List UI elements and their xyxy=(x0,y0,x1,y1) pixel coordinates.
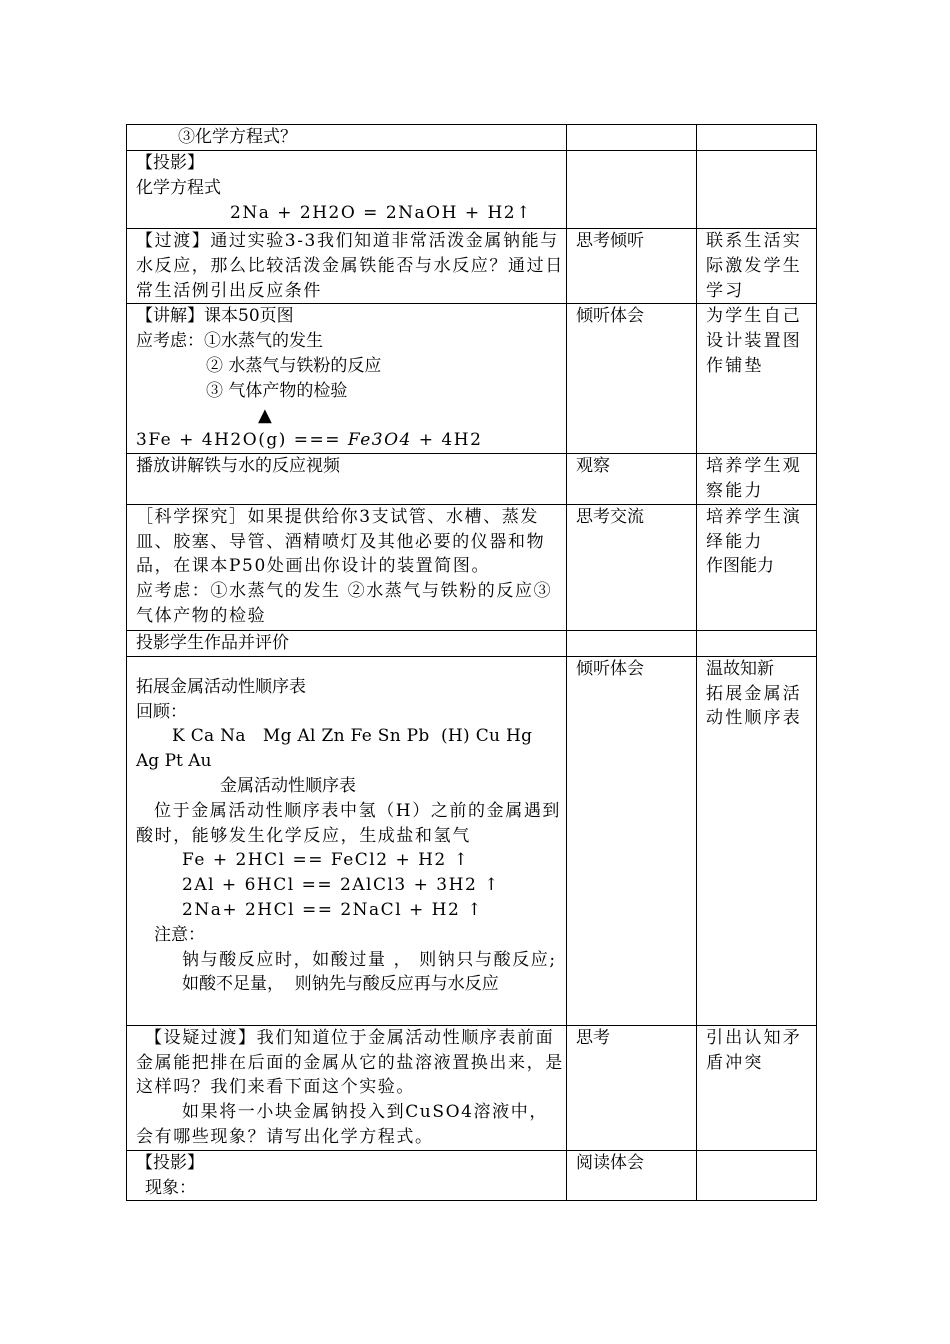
metal-activity-series: K Ca Na Mg Al Zn Fe Sn Pb (H) Cu Hg xyxy=(172,726,533,747)
chemical-equation: Fe + 2HCl == FeCl2 + H2 ↑ xyxy=(182,850,470,871)
design-intent: 培养学生观察能力 xyxy=(706,456,802,501)
design-intent: 作图能力 xyxy=(706,556,774,577)
cell-text: 投影学生作品并评价 xyxy=(136,632,289,653)
table-row xyxy=(127,304,817,454)
equation-part: 3Fe + 4H2O(g) === xyxy=(136,430,348,451)
teacher-cell xyxy=(127,1025,567,1150)
cell-text: ② 水蒸气与铁粉的反应 xyxy=(206,355,382,376)
table-row xyxy=(127,229,817,304)
intent-cell xyxy=(697,1150,817,1201)
teacher-cell xyxy=(127,656,567,1025)
table-row xyxy=(127,151,817,229)
projection-heading: 【投影】 xyxy=(136,153,204,173)
student-cell xyxy=(567,151,697,229)
student-activity: 思考 xyxy=(576,1027,610,1048)
cell-text: 钠与酸反应时，如酸过量 ， 则钠只与酸反应; xyxy=(182,949,557,970)
table-row xyxy=(127,630,817,656)
teacher-cell xyxy=(127,504,567,630)
teacher-cell xyxy=(127,630,567,656)
cell-text: 拓展金属活动性顺序表 xyxy=(136,676,306,697)
metal-activity-series: Ag Pt Au xyxy=(136,751,212,772)
student-cell xyxy=(567,304,697,454)
note-label: 注意： xyxy=(154,924,205,945)
equation-product: Fe3O4 xyxy=(347,430,412,451)
teacher-cell xyxy=(127,454,567,505)
student-cell xyxy=(567,229,697,304)
design-intent: 为学生自己设计装置图作铺垫 xyxy=(706,306,802,376)
series-caption: 金属活动性顺序表 xyxy=(220,775,356,796)
cell-text: 现象： xyxy=(145,1177,196,1198)
table-row xyxy=(127,125,817,151)
student-cell xyxy=(567,504,697,630)
intent-cell xyxy=(697,656,817,1025)
student-activity: 阅读体会 xyxy=(576,1152,644,1173)
cell-text: 应考虑：①水蒸气的发生 xyxy=(136,331,323,352)
teacher-cell xyxy=(127,304,567,454)
cell-text: ③化学方程式？ xyxy=(178,127,297,147)
cell-text: 回顾： xyxy=(136,701,187,722)
intent-cell xyxy=(697,454,817,505)
table-row xyxy=(127,454,817,505)
cell-text: 【讲解】课本50页图 xyxy=(136,306,294,327)
table-row xyxy=(127,1025,817,1150)
intent-cell xyxy=(697,229,817,304)
student-activity: 思考交流 xyxy=(576,506,644,527)
table-row xyxy=(127,1150,817,1201)
equation-part: + 4H2 xyxy=(411,430,483,451)
student-cell xyxy=(567,1150,697,1201)
design-intent: 培养学生演绎能力 xyxy=(706,506,802,552)
student-activity: 思考倾听 xyxy=(576,231,644,251)
cell-text: 如果将一小块金属钠投入到CuSO4溶液中，会有哪些现象？请写出化学方程式。 xyxy=(136,1102,548,1147)
intent-cell xyxy=(697,125,817,151)
design-intent: 联系生活实际激发学生学习 xyxy=(706,231,802,301)
transition-paragraph: 【过渡】通过实验3-3我们知道非常活泼金属钠能与水反应，那么比较活泼金属铁能否与水反应？通过日常生活例引出反应条件 xyxy=(136,231,564,301)
cell-text: 应考虑：①水蒸气的发生 ②水蒸气与铁粉的反应③气体产物的检验 xyxy=(136,581,553,626)
projection-heading: 【投影】 xyxy=(136,1152,204,1173)
intent-cell xyxy=(697,151,817,229)
teacher-cell xyxy=(127,125,567,151)
intent-cell xyxy=(697,1025,817,1150)
design-intent: 引出认知矛盾冲突 xyxy=(706,1027,802,1073)
student-activity: 观察 xyxy=(576,456,610,477)
cell-text: 位于金属活动性顺序表中氢（H）之前的金属遇到酸时，能够发生化学反应，生成盐和氢气 xyxy=(136,800,562,846)
lesson-plan-table xyxy=(126,124,817,1201)
design-intent: 拓展金属活动性顺序表 xyxy=(706,683,802,729)
chemical-equation: 2Na+ 2HCl == 2NaCl + H2 ↑ xyxy=(182,899,483,920)
chemical-equation: 2Na + 2H2O = 2NaOH + H2↑ xyxy=(230,202,532,223)
intent-cell xyxy=(697,630,817,656)
intent-cell xyxy=(697,504,817,630)
student-cell xyxy=(567,1025,697,1150)
cell-text: 化学方程式 xyxy=(136,177,221,198)
student-cell xyxy=(567,454,697,505)
student-cell xyxy=(567,125,697,151)
design-intent: 温故知新 xyxy=(706,658,774,679)
teacher-cell xyxy=(127,1150,567,1201)
heating-triangle-icon: ▲ xyxy=(258,404,272,426)
chemical-equation xyxy=(136,428,566,453)
inquiry-paragraph: ［科学探究］如果提供给你3支试管、水槽、蒸发皿、胶塞、导管、酒精喷灯及其他必要的仪器和物品，在课本P50处画出你设计的装置简图。 xyxy=(136,506,546,577)
chemical-equation: 2Al + 6HCl == 2AlCl3 + 3H2 ↑ xyxy=(182,875,500,896)
teacher-cell xyxy=(127,151,567,229)
student-activity: 倾听体会 xyxy=(576,658,644,679)
table-row xyxy=(127,504,817,630)
student-cell xyxy=(567,630,697,656)
cell-text: 播放讲解铁与水的反应视频 xyxy=(136,456,340,477)
student-cell xyxy=(567,656,697,1025)
student-activity: 倾听体会 xyxy=(576,306,644,327)
intent-cell xyxy=(697,304,817,454)
teacher-cell xyxy=(127,229,567,304)
cell-text: 【设疑过渡】我们知道位于金属活动性顺序表前面金属能把排在后面的金属从它的盐溶液置换出来，是这样吗？我们来看下面这个实验。 xyxy=(136,1027,564,1098)
table-row xyxy=(127,656,817,1025)
cell-text: ③ 气体产物的检验 xyxy=(206,380,348,401)
cell-text: 如酸不足量， 则钠先与酸反应再与水反应 xyxy=(182,974,499,995)
